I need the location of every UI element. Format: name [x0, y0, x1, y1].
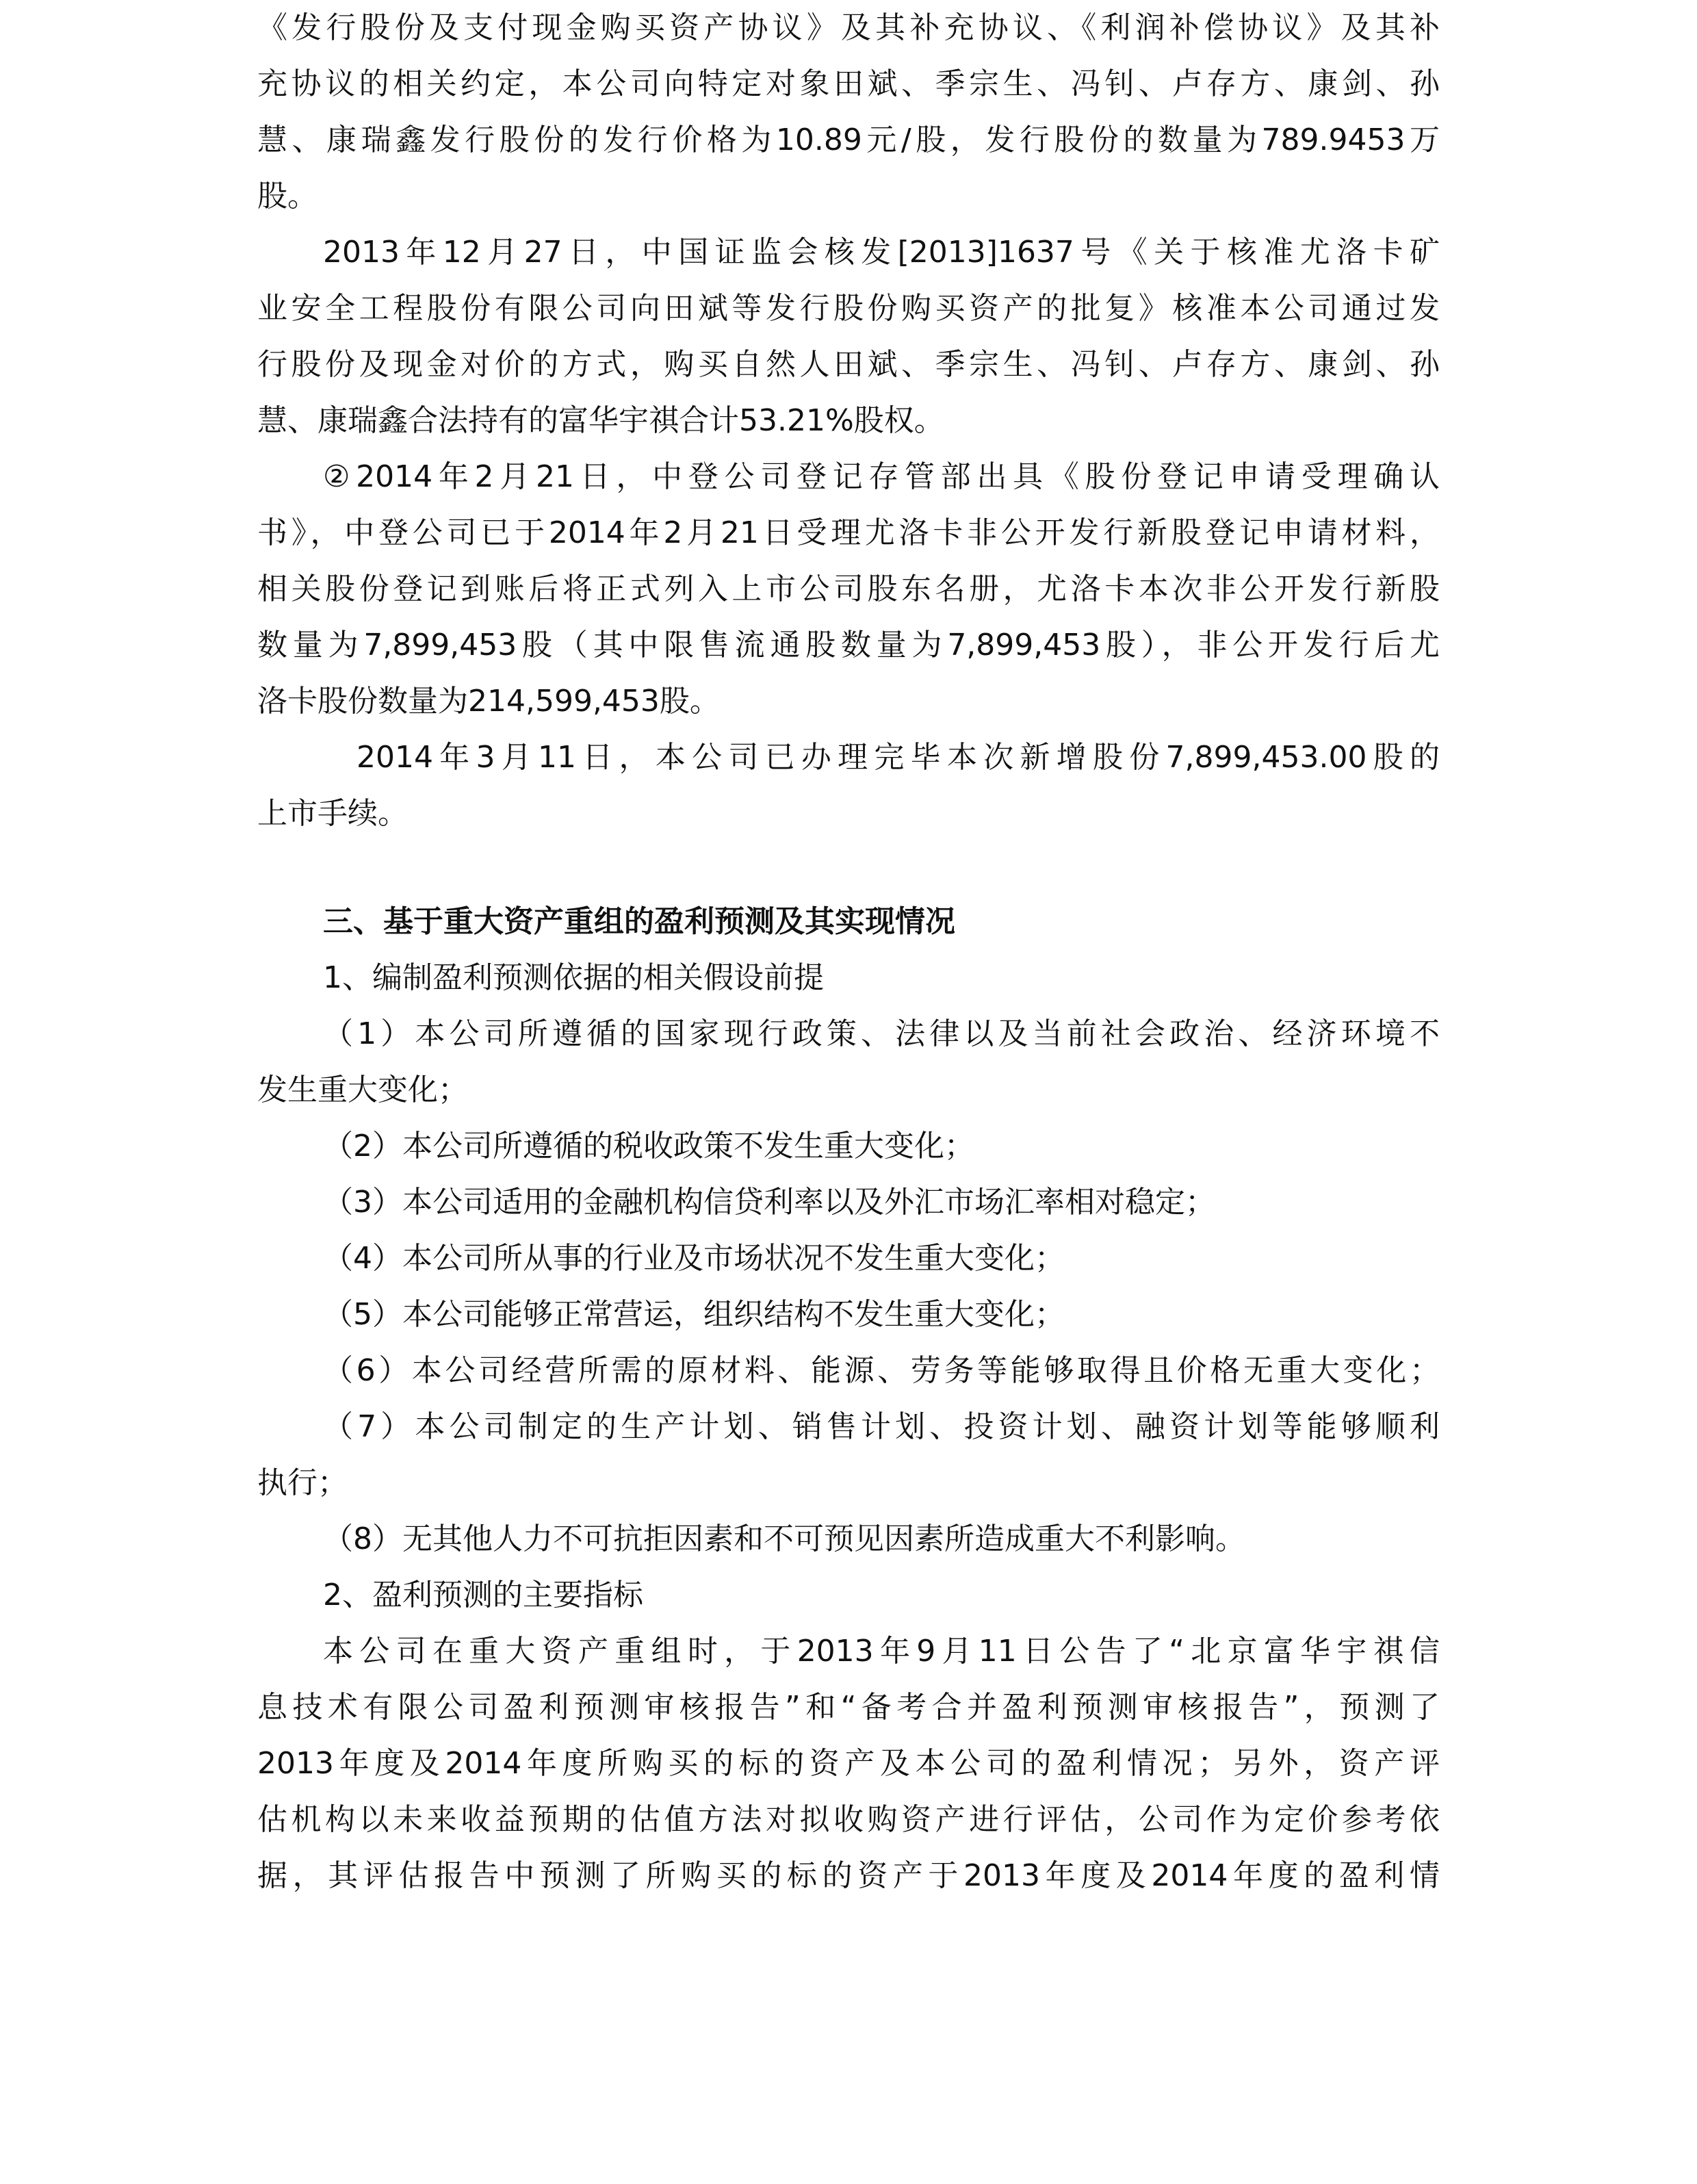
paragraph-3-line-3: 相关股份登记到账后将正式列入上市公司股东名册，尤洛卡本次非公开发行新股: [257, 571, 1440, 606]
final-paragraph-line-2: 息技术有限公司盈利预测审核报告”和“备考合并盈利预测审核报告”，预测了: [257, 1690, 1440, 1725]
paragraph-2-line-4: 慧、康瑞鑫合法持有的富华宇祺合计53.21%股权。: [257, 403, 944, 438]
paragraph-4-line-2: 上市手续。: [257, 796, 408, 831]
paragraph-1-line-1: 《发行股份及支付现金购买资产协议》及其补充协议、《利润补偿协议》及其补: [257, 10, 1440, 45]
final-paragraph-line-3: 2013年度及2014年度所购买的标的资产及本公司的盈利情况；另外，资产评: [257, 1746, 1440, 1781]
paragraph-3-line-2: 书》，中登公司已于2014年2月21日受理尤洛卡非公开发行新股登记申请材料，: [257, 515, 1440, 550]
paragraph-4-line-1: 2014年3月11日，本公司已办理完毕本次新增股份7,899,453.00股的: [357, 740, 1440, 775]
final-paragraph-line-1: 本公司在重大资产重组时，于2013年9月11日公告了“北京富华宇祺信: [323, 1634, 1440, 1669]
final-paragraph-line-5: 据，其评估报告中预测了所购买的标的资产于2013年度及2014年度的盈利情: [257, 1858, 1440, 1893]
assumption-6: （6）本公司经营所需的原材料、能源、劳务等能够取得且价格无重大变化；: [323, 1353, 1440, 1388]
assumption-1-line-2: 发生重大变化；: [257, 1072, 468, 1107]
assumption-1-line-1: （1）本公司所遵循的国家现行政策、法律以及当前社会政治、经济环境不: [323, 1016, 1440, 1051]
paragraph-2-line-2: 业安全工程股份有限公司向田斌等发行股份购买资产的批复》核准本公司通过发: [257, 291, 1440, 326]
section-heading: 三、基于重大资产重组的盈利预测及其实现情况: [323, 904, 955, 939]
paragraph-2-line-3: 行股份及现金对价的方式，购买自然人田斌、季宗生、冯钊、卢存方、康剑、孙: [257, 347, 1440, 382]
paragraph-3-line-5: 洛卡股份数量为214,599,453股。: [257, 684, 720, 719]
subheading-assumptions: 1、编制盈利预测依据的相关假设前提: [323, 960, 824, 995]
assumption-4: （4）本公司所从事的行业及市场状况不发生重大变化；: [323, 1241, 1065, 1276]
paragraph-3-line-4: 数量为7,899,453股（其中限售流通股数量为7,899,453股），非公开发行后尤: [257, 628, 1440, 663]
subheading-indicators: 2、盈利预测的主要指标: [323, 1578, 643, 1613]
assumption-7-line-1: （7）本公司制定的生产计划、销售计划、投资计划、融资计划等能够顺利: [323, 1409, 1440, 1444]
final-paragraph-line-4: 估机构以未来收益预期的估值方法对拟收购资产进行评估，公司作为定价参考依: [257, 1802, 1440, 1837]
paragraph-1-line-3: 慧、康瑞鑫发行股份的发行价格为10.89元/股，发行股份的数量为789.9453万: [257, 123, 1440, 157]
paragraph-1-line-4: 股。: [257, 179, 318, 214]
paragraph-1-line-2: 充协议的相关约定，本公司向特定对象田斌、季宗生、冯钊、卢存方、康剑、孙: [257, 66, 1440, 101]
assumption-7-line-2: 执行；: [257, 1465, 348, 1500]
assumption-2: （2）本公司所遵循的税收政策不发生重大变化；: [323, 1129, 974, 1164]
assumption-5: （5）本公司能够正常营运，组织结构不发生重大变化；: [323, 1297, 1065, 1332]
assumption-8: （8）无其他人力不可抗拒因素和不可预见因素所造成重大不利影响。: [323, 1521, 1245, 1556]
assumption-3: （3）本公司适用的金融机构信贷利率以及外汇市场汇率相对稳定；: [323, 1185, 1215, 1220]
paragraph-2-line-1: 2013年12月27日，中国证监会核发[2013]1637号《关于核准尤洛卡矿: [323, 235, 1440, 270]
paragraph-3-line-1: ②2014年2月21日，中登公司登记存管部出具《股份登记申请受理确认: [323, 459, 1440, 494]
